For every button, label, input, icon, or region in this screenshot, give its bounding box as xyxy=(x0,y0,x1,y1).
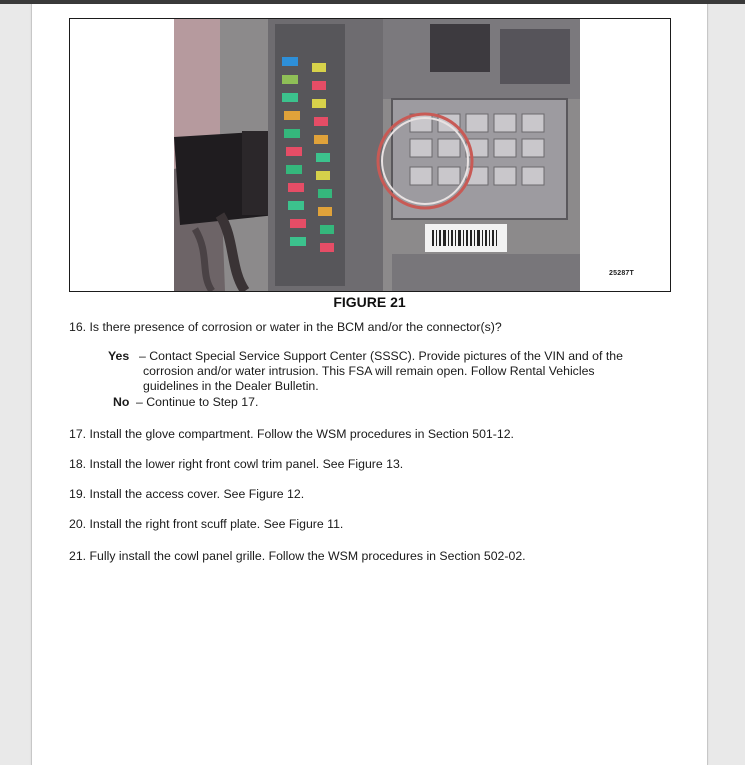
figure-21-photo xyxy=(69,18,671,292)
step-21: 21. Fully install the cowl panel grille. Follow the WSM procedures in Section 502-02. xyxy=(69,549,526,563)
step-18: 18. Install the lower right front cowl trim panel. See Figure 13. xyxy=(69,457,404,471)
step-17: 17. Install the glove compartment. Follow the WSM procedures in Section 501-12. xyxy=(69,427,514,441)
answer-yes-text-line1: – Contact Special Service Support Center (SSSC). Provide pictures of the VIN and of the xyxy=(139,349,623,363)
document-page xyxy=(31,4,708,765)
step-20: 20. Install the right front scuff plate. See Figure 11. xyxy=(69,517,344,531)
answer-yes-text-line3: guidelines in the Dealer Bulletin. xyxy=(143,379,319,393)
answer-yes-text-line2: corrosion and/or water intrusion. This FSA will remain open. Follow Rental Vehicles xyxy=(143,364,595,378)
answer-no-text: – Continue to Step 17. xyxy=(136,395,259,409)
answer-yes-label: Yes xyxy=(108,349,130,363)
figure-caption: FIGURE 21 xyxy=(333,294,406,310)
fuse-box-photo xyxy=(70,19,670,291)
figure-image-id: 25287T xyxy=(609,270,634,277)
answer-no-label: No xyxy=(113,395,130,409)
step-19: 19. Install the access cover. See Figure 12. xyxy=(69,487,305,501)
step-16: 16. Is there presence of corrosion or water in the BCM and/or the connector(s)? xyxy=(69,320,502,334)
